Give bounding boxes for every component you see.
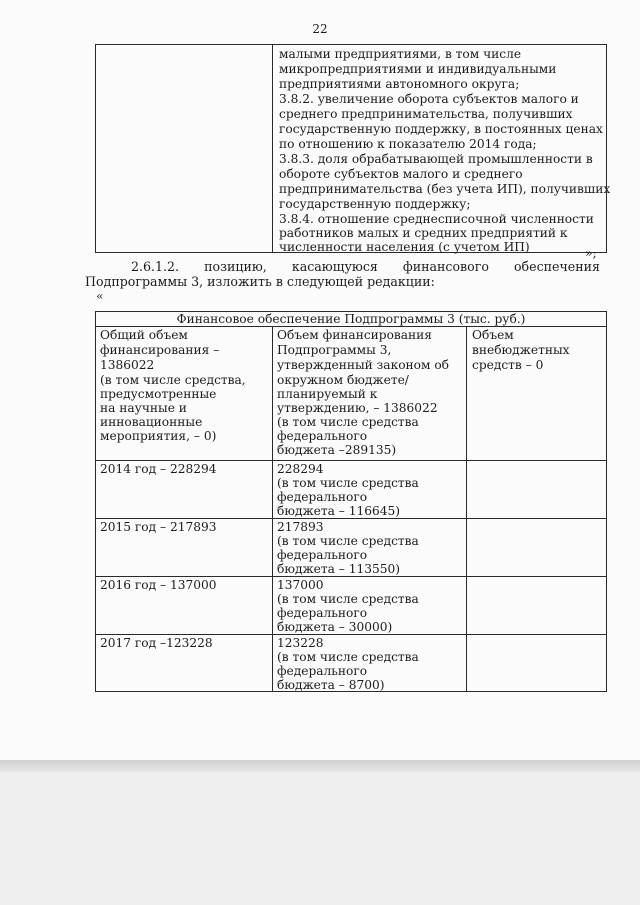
cell-text-line: средств – 0 <box>472 358 544 372</box>
cell-text-line: (в том числе средства <box>277 476 419 490</box>
cell-text-line: внебюджетных <box>472 343 570 357</box>
cell-text-line: бюджета – 116645) <box>277 504 401 518</box>
cell-text-line: по отношению к показателю 2014 года; <box>279 137 537 151</box>
upper-table-divider <box>272 44 273 253</box>
cell-text-line: на научные и <box>100 401 187 415</box>
paragraph-line-2: Подпрограммы 3, изложить в следующей редакции: <box>85 274 435 289</box>
cell-text-line: бюджета – 30000) <box>277 620 393 634</box>
cell-text-line: (в том числе средства, <box>100 373 246 387</box>
cell-text-line: малыми предприятиями, в том числе <box>279 47 522 61</box>
cell-text-line: федерального <box>277 664 368 678</box>
cell-text-line: 3.8.4. отношение среднесписочной численности <box>279 212 594 226</box>
cell-text-line: работников малых и средних предприятий к <box>279 226 568 240</box>
cell-text-line: (в том числе средства <box>277 592 419 606</box>
paragraph-word: обеспечения <box>513 259 600 274</box>
amendment-paragraph <box>85 259 600 289</box>
cell-text-line: (в том числе средства <box>277 415 419 429</box>
cell-text-line: инновационные <box>100 415 203 429</box>
scan-shadow <box>0 760 640 772</box>
cell-text-line: федерального <box>277 606 368 620</box>
column-divider <box>466 326 467 692</box>
cell-text-line: федерального <box>277 548 368 562</box>
cell-text-line: Общий объем <box>100 328 188 342</box>
cell-text-line: предусмотренные <box>100 387 217 401</box>
cell-text-line: 228294 <box>277 462 324 476</box>
cell-text-line: финансирования – <box>100 343 220 357</box>
cell-text-line: (в том числе средства <box>277 534 419 548</box>
cell-text-line: бюджета – 113550) <box>277 562 401 576</box>
cell-text-line: микропредприятиями и индивидуальными <box>279 62 557 76</box>
year-cell: 2016 год – 137000 <box>100 578 217 592</box>
cell-text-line: 137000 <box>277 578 324 592</box>
cell-text-line: утвержденный законом об <box>277 358 450 372</box>
cell-text-line: утверждению, – 1386022 <box>277 401 438 415</box>
row-divider <box>95 460 607 461</box>
year-cell: 2014 год – 228294 <box>100 462 217 476</box>
paragraph-word: 2.6.1.2. <box>131 259 180 274</box>
cell-text-line: Объем <box>472 328 514 342</box>
cell-text-line: планируемый к <box>277 387 378 401</box>
closing-quote: »; <box>585 245 597 260</box>
cell-text-line: Подпрограммы 3, <box>277 343 392 357</box>
column-divider <box>272 326 273 692</box>
cell-text-line: федерального <box>277 429 368 443</box>
finance-table-title: Финансовое обеспечение Подпрограммы 3 (тыс. руб.) <box>176 312 526 326</box>
cell-text-line: государственную поддержку; <box>279 197 471 211</box>
paragraph-word: финансового <box>402 259 489 274</box>
cell-text-line: предприятиями автономного округа; <box>279 77 520 91</box>
year-cell: 2017 год –123228 <box>100 636 213 650</box>
year-cell: 2015 год – 217893 <box>100 520 217 534</box>
cell-text-line: численности населения (с учетом ИП) <box>279 240 530 254</box>
paragraph-line-1 <box>85 259 600 274</box>
cell-text-line: 3.8.3. доля обрабатывающей промышленности в <box>279 152 593 166</box>
cell-text-line: среднего предпринимательства, получивших <box>279 107 573 121</box>
cell-text-line: 1386022 <box>100 358 155 372</box>
paragraph-word: позицию, <box>204 259 267 274</box>
paragraph-word: касающуюся <box>291 259 378 274</box>
cell-text-line: предпринимательства (без учета ИП), получивших <box>279 182 611 196</box>
opening-quote: « <box>96 288 104 303</box>
page-number: 22 <box>312 22 328 36</box>
cell-text-line: 217893 <box>277 520 324 534</box>
scan-background <box>0 772 640 905</box>
cell-text-line: обороте субъектов малого и среднего <box>279 167 523 181</box>
cell-text-line: мероприятия, – 0) <box>100 429 217 443</box>
cell-text-line: бюджета – 8700) <box>277 678 385 692</box>
cell-text-line: бюджета –289135) <box>277 443 397 457</box>
cell-text-line: (в том числе средства <box>277 650 419 664</box>
cell-text-line: федерального <box>277 490 368 504</box>
row-divider <box>95 326 607 327</box>
cell-text-line: окружном бюджете/ <box>277 373 409 387</box>
cell-text-line: государственную поддержку, в постоянных ценах <box>279 122 603 136</box>
cell-text-line: 3.8.2. увеличение оборота субъектов малого и <box>279 92 579 106</box>
cell-text-line: 123228 <box>277 636 324 650</box>
cell-text-line: Объем финансирования <box>277 328 432 342</box>
